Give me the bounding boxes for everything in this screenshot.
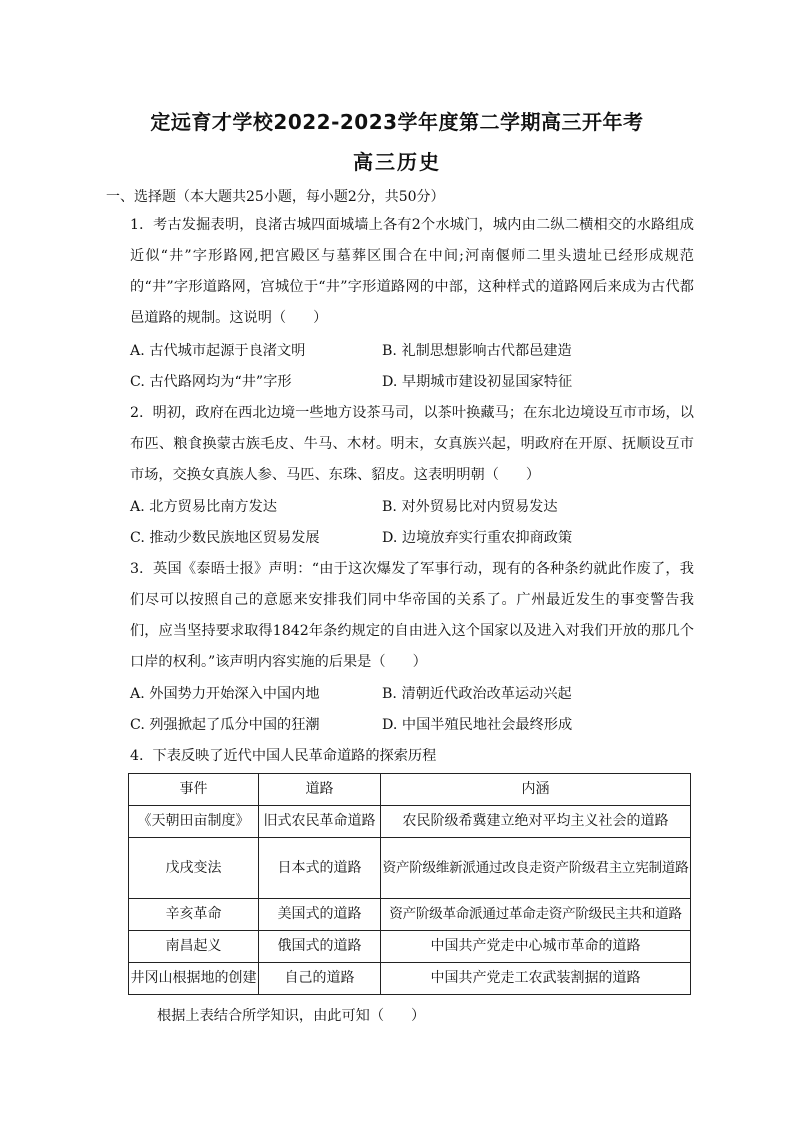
revolution-paths-table <box>128 773 691 995</box>
question-3-stem: 3. 英国《泰晤士报》声明：“由于这次爆发了军事行动，现有的各种条约就此作废了，我们尽可以按照自己的意愿来安排我们同中华帝国的关系了。广州最近发生的事变警告我们，应当坚持要求取得1842年条约规定的自由进入这个国家以及进入对我们开放的那几个口岸的权利。”该声明内容实施的后果是（ ） <box>130 561 694 670</box>
table-row <box>129 963 691 995</box>
table-cell: 日本式的道路 <box>259 838 381 899</box>
table-header-row <box>129 774 691 806</box>
question-3-option-b: B. 清朝近代政治改革运动兴起 <box>382 686 572 702</box>
question-1-option-c: C. 古代路网均为“井”字形 <box>130 374 292 390</box>
table-cell: 井冈山根据地的创建 <box>129 963 259 995</box>
question-3-option-c: C. 列强掀起了瓜分中国的狂潮 <box>130 717 320 733</box>
question-4-stem: 4. 下表反映了近代中国人民革命道路的探索历程 <box>130 748 437 764</box>
table-cell: 戊戌变法 <box>129 838 259 899</box>
question-1-option-d: D. 早期城市建设初显国家特征 <box>382 374 573 390</box>
table-cell: 旧式农民革命道路 <box>259 806 381 838</box>
table-row <box>129 838 691 899</box>
question-2-stem: 2. 明初，政府在西北边境一些地方设茶马司，以茶叶换藏马；在东北边境设互市市场，以布匹、粮食换蒙古族毛皮、牛马、木材。明末，女真族兴起，明政府在开原、抚顺设互市市场，交换女真族人参、马匹、东珠、貂皮。这表明明朝（ ） <box>130 405 694 483</box>
table-row <box>129 806 691 838</box>
table-row <box>129 899 691 931</box>
question-2-option-b: B. 对外贸易比对内贸易发达 <box>382 499 558 515</box>
question-2-option-c: C. 推动少数民族地区贸易发展 <box>130 530 320 546</box>
question-2-option-a: A. 北方贸易比南方发达 <box>130 499 277 515</box>
table-cell: 《天朝田亩制度》 <box>129 806 259 838</box>
question-3-option-a: A. 外国势力开始深入中国内地 <box>130 686 320 702</box>
table-cell: 辛亥革命 <box>129 899 259 931</box>
table-row <box>129 931 691 963</box>
question-4-prompt: 根据上表结合所学知识，由此可知（ ） <box>157 1008 426 1024</box>
exam-title: 定远育才学校2022-2023学年度第二学期高三开年考 <box>150 110 644 134</box>
table-cell: 美国式的道路 <box>259 899 381 931</box>
table-cell: 南昌起义 <box>129 931 259 963</box>
table-cell: 资产阶级革命派通过革命走资产阶级民主共和道路 <box>381 899 691 931</box>
question-1-stem: 1. 考古发掘表明，良渚古城四面城墙上各有2个水城门，城内由二纵二横相交的水路组成近似“井”字形路网,把宫殿区与墓葬区围合在中间;河南偃师二里头遗址已经形成规范的“井”字形道路网，宫城位于“井”字形道路网的中部，这种样式的道路网后来成为古代都邑道路的规制。这说明（ ） <box>130 217 694 326</box>
table-cell: 农民阶级希冀建立绝对平均主义社会的道路 <box>381 806 691 838</box>
table-header-cell: 事件 <box>129 774 259 806</box>
table-header-cell: 内涵 <box>381 774 691 806</box>
exam-subject: 高三历史 <box>353 150 441 174</box>
table-header-cell: 道路 <box>259 774 381 806</box>
question-1-option-a: A. 古代城市起源于良渚文明 <box>130 343 306 359</box>
table-cell: 中国共产党走中心城市革命的道路 <box>381 931 691 963</box>
table-cell: 中国共产党走工农武装割据的道路 <box>381 963 691 995</box>
question-2-option-d: D. 边境放弃实行重农抑商政策 <box>382 530 573 546</box>
table-cell: 俄国式的道路 <box>259 931 381 963</box>
question-3-option-d: D. 中国半殖民地社会最终形成 <box>382 717 573 733</box>
question-1-option-b: B. 礼制思想影响古代都邑建造 <box>382 343 572 359</box>
section-heading: 一、选择题（本大题共25小题，每小题2分，共50分） <box>106 189 445 205</box>
table-cell: 自己的道路 <box>259 963 381 995</box>
table-cell: 资产阶级维新派通过改良走资产阶级君主立宪制道路 <box>381 838 691 899</box>
